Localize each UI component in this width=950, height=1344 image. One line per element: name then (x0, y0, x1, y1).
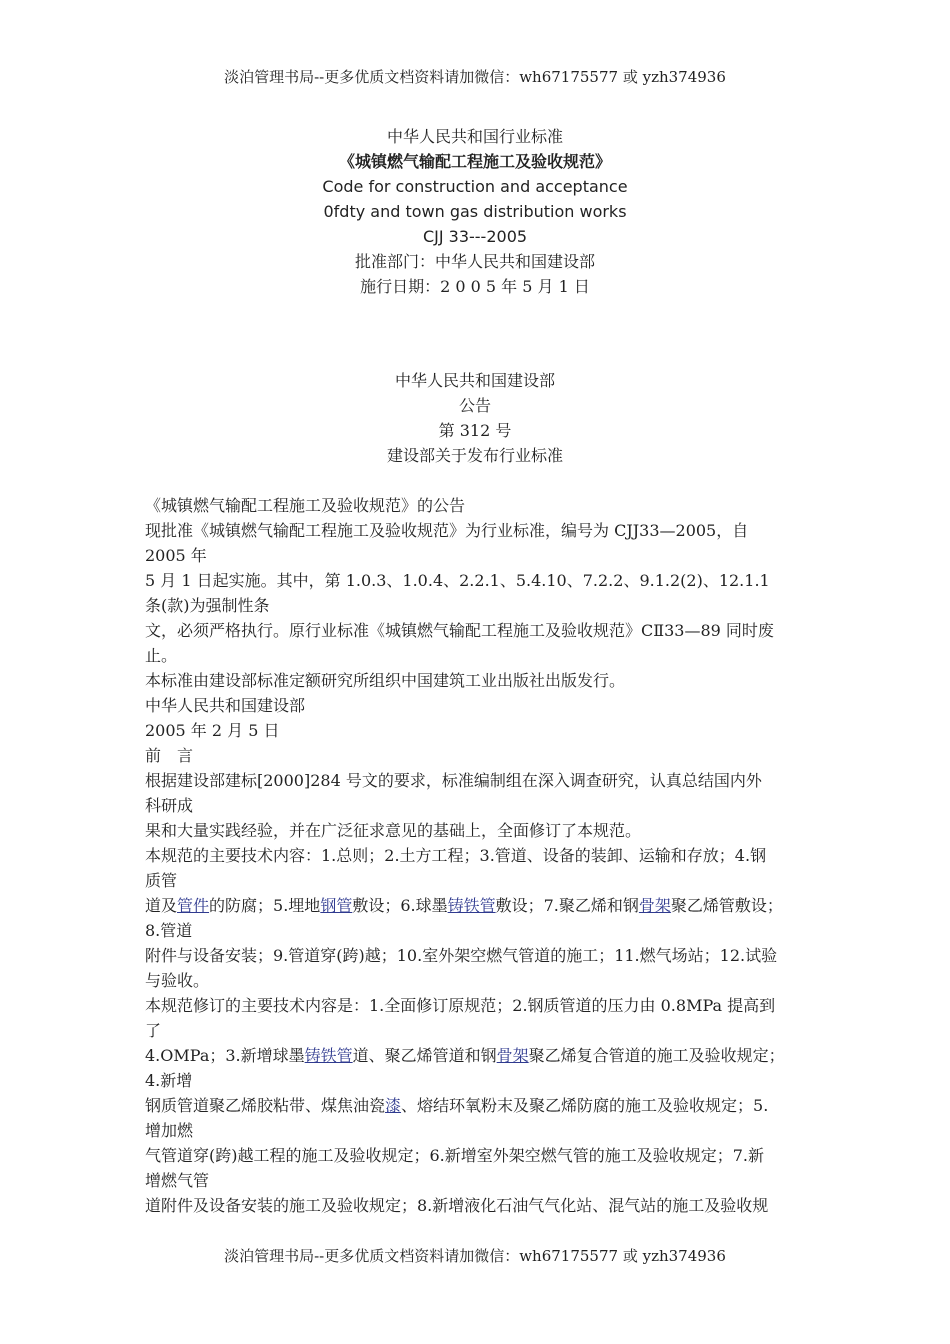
page-footer: 淡泊管理书局--更多优质文档资料请加微信：wh67175577 或 yzh374936 (224, 1247, 726, 1265)
document-body (145, 493, 815, 1218)
signature-date: 2005 年 2 月 5 日 (145, 721, 280, 740)
link-paint[interactable]: 漆 (385, 1096, 402, 1115)
body-line: 附件与设备安装；9.管道穿(跨)越；10.室外架空燃气管道的施工；11.燃气场站；12.试验 (145, 946, 778, 965)
link-steel-pipe[interactable]: 钢管 (320, 896, 353, 915)
text-segment: 的防腐；5.埋地 (209, 896, 321, 915)
standard-title-block (0, 124, 950, 299)
link-cast-iron-pipe-2[interactable]: 铸铁管 (304, 1046, 353, 1065)
notice-subject: 建设部关于发布行业标准 (386, 446, 563, 465)
body-line: 2005 年 (145, 546, 207, 565)
body-line: 本标准由建设部标准定额研究所组织中国建筑工业出版社出版发行。 (145, 671, 626, 690)
body-line: 本规范的主要技术内容：1.总则；2.土方工程；3.管道、设备的装卸、运输和存放；4.钢 (145, 846, 767, 865)
page-header: 淡泊管理书局--更多优质文档资料请加微信：wh67175577 或 yzh374936 (224, 68, 726, 86)
ministry-name: 中华人民共和国建设部 (394, 371, 555, 390)
body-line: 科研成 (145, 796, 194, 815)
link-pipe-fittings[interactable]: 管件 (177, 896, 210, 915)
standard-code: CJJ 33---2005 (422, 227, 528, 246)
body-line: 了 (145, 1021, 162, 1040)
text-segment: 道、聚乙烯管道和钢 (352, 1046, 497, 1065)
notice-number: 第 312 号 (438, 421, 512, 440)
text-segment: 聚乙烯复合管道的施工及验收规定； (528, 1046, 785, 1065)
link-skeleton-2[interactable]: 骨架 (496, 1046, 529, 1065)
text-segment: 道及 (145, 896, 178, 915)
body-line-with-links (145, 1043, 815, 1068)
text-segment: 聚乙烯管敷设； (670, 896, 783, 915)
preface-heading: 前 言 (145, 746, 194, 765)
notice-label: 公告 (458, 396, 491, 415)
standard-category: 中华人民共和国行业标准 (386, 127, 563, 146)
text-segment: 钢质管道聚乙烯胶粘带、煤焦油瓷 (145, 1096, 386, 1115)
body-line: 文，必须严格执行。原行业标准《城镇燃气输配工程施工及验收规范》CⅡ33—89 同时废 (145, 621, 774, 640)
text-segment: 敷设；7.聚乙烯和钢 (495, 896, 639, 915)
body-line: 道附件及设备安装的施工及验收规定；8.新增液化石油气气化站、混气站的施工及验收规 (145, 1196, 769, 1215)
document-title: 《城镇燃气输配工程施工及验收规范》 (338, 152, 611, 171)
signature-ministry: 中华人民共和国建设部 (145, 696, 306, 715)
body-line: 果和大量实践经验，并在广泛征求意见的基础上，全面修订了本规范。 (145, 821, 642, 840)
body-line: 根据建设部建标[2000]284 号文的要求，标准编制组在深入调查研究，认真总结国内外 (145, 771, 762, 790)
body-line: 增加燃 (145, 1121, 194, 1140)
body-line: 条(款)为强制性条 (145, 596, 270, 615)
text-segment: 、熔结环氧粉末及聚乙烯防腐的施工及验收规定；5. (401, 1096, 769, 1115)
body-line: 止。 (145, 646, 178, 665)
body-line: 本规范修订的主要技术内容是：1.全面修订原规范；2.钢质管道的压力由 0.8MPa 提高到 (145, 996, 776, 1015)
link-cast-iron-pipe[interactable]: 铸铁管 (447, 896, 496, 915)
body-line: 气管道穿(跨)越工程的施工及验收规定；6.新增室外架空燃气管的施工及验收规定；7.新 (145, 1146, 765, 1165)
body-line-with-links (145, 1093, 815, 1118)
body-line: 现批准《城镇燃气输配工程施工及验收规范》为行业标准，编号为 CJJ33—2005，自 (145, 521, 749, 540)
notice-heading-block (0, 368, 950, 468)
body-line: 8.管道 (145, 921, 193, 940)
text-segment: 4.OMPa；3.新增球墨 (145, 1046, 305, 1065)
english-title-line-2: 0fdty and town gas distribution works (323, 202, 627, 221)
english-title-line-1: Code for construction and acceptance (322, 177, 628, 196)
body-line-with-links (145, 893, 815, 918)
approval-department: 批准部门：中华人民共和国建设部 (354, 252, 595, 271)
body-line: 5 月 1 日起实施。其中，第 1.0.3、1.0.4、2.2.1、5.4.10、7.2.2、9.1.2(2)、12.1.1 (145, 571, 770, 590)
text-segment: 敷设；6.球墨 (352, 896, 448, 915)
body-line: 4.新增 (145, 1071, 193, 1090)
body-line: 《城镇燃气输配工程施工及验收规范》的公告 (145, 496, 466, 515)
effective-date: 施行日期：2 0 0 5 年 5 月 1 日 (360, 277, 590, 296)
body-line: 质管 (145, 871, 178, 890)
link-skeleton[interactable]: 骨架 (638, 896, 671, 915)
body-line: 与验收。 (145, 971, 210, 990)
body-line: 增燃气管 (145, 1171, 210, 1190)
